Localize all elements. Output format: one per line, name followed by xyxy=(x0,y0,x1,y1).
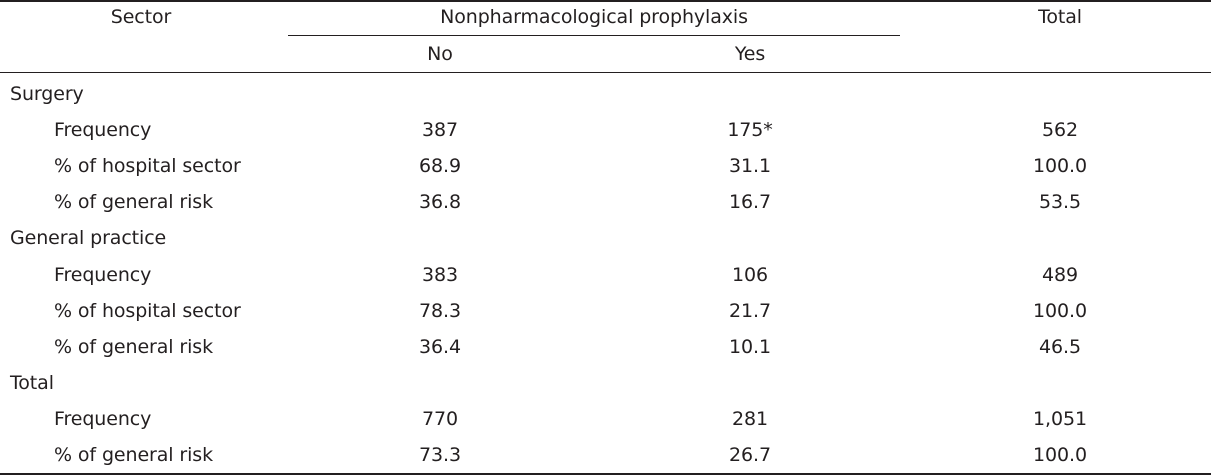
cell-total: 100.0 xyxy=(1033,300,1087,322)
cell-yes: 21.7 xyxy=(729,300,771,322)
table-bottom-rule xyxy=(0,473,1211,475)
row-label: Frequency xyxy=(54,119,152,141)
table-row xyxy=(0,261,1211,289)
cell-no: 387 xyxy=(422,119,458,141)
cell-yes: 175* xyxy=(727,119,773,141)
cell-yes: 10.1 xyxy=(729,336,771,358)
row-label: % of general risk xyxy=(54,444,213,466)
section-label: Surgery xyxy=(10,83,84,105)
table-section-row xyxy=(0,369,1211,397)
table-row xyxy=(0,152,1211,180)
cell-no: 383 xyxy=(422,264,458,286)
table-row xyxy=(0,188,1211,216)
table-row xyxy=(0,297,1211,325)
cell-no: 78.3 xyxy=(419,300,461,322)
table-row xyxy=(0,441,1211,469)
cell-total: 489 xyxy=(1042,264,1078,286)
cell-no: 73.3 xyxy=(419,444,461,466)
header-bottom-rule xyxy=(0,72,1211,73)
cell-yes: 106 xyxy=(732,264,768,286)
row-label: % of general risk xyxy=(54,336,213,358)
cell-no: 36.8 xyxy=(419,191,461,213)
table-row xyxy=(0,333,1211,361)
cell-total: 46.5 xyxy=(1039,336,1081,358)
cell-total: 1,051 xyxy=(1033,408,1087,430)
table-section-row xyxy=(0,80,1211,108)
row-label: Frequency xyxy=(54,408,152,430)
section-label: Total xyxy=(10,372,54,394)
cell-total: 100.0 xyxy=(1033,444,1087,466)
row-label: % of general risk xyxy=(54,191,213,213)
row-label: % of hospital sector xyxy=(54,300,241,322)
header-sector: Sector xyxy=(110,6,172,28)
cell-yes: 16.7 xyxy=(729,191,771,213)
row-label: % of hospital sector xyxy=(54,155,241,177)
section-label: General practice xyxy=(10,227,167,249)
table-top-rule xyxy=(0,0,1211,2)
header-group-rule xyxy=(288,35,900,36)
row-label: Frequency xyxy=(54,264,152,286)
cell-total: 100.0 xyxy=(1033,155,1087,177)
table-row xyxy=(0,116,1211,144)
cell-total: 562 xyxy=(1042,119,1078,141)
cell-no: 36.4 xyxy=(419,336,461,358)
header-group: Nonpharmacological prophylaxis xyxy=(440,6,748,28)
cell-yes: 26.7 xyxy=(729,444,771,466)
header-total: Total xyxy=(1038,6,1082,28)
header-yes: Yes xyxy=(734,43,766,65)
header-no: No xyxy=(427,43,453,65)
cell-no: 68.9 xyxy=(419,155,461,177)
cell-total: 53.5 xyxy=(1039,191,1081,213)
cell-yes: 281 xyxy=(732,408,768,430)
table-row xyxy=(0,405,1211,433)
table-section-row xyxy=(0,224,1211,252)
cell-yes: 31.1 xyxy=(729,155,771,177)
cell-no: 770 xyxy=(422,408,458,430)
